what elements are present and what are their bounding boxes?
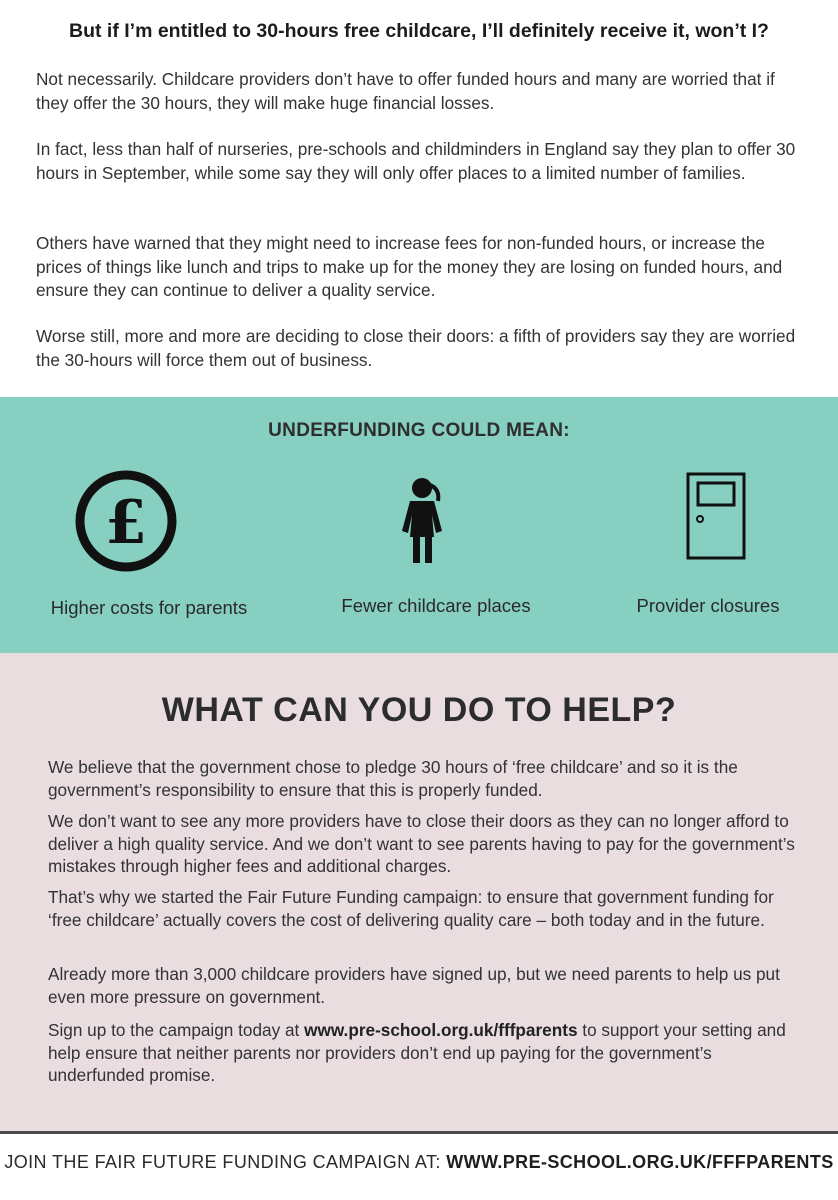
door-icon: [684, 471, 750, 563]
closures-label: Provider closures: [636, 595, 780, 616]
fewer-places-label: Fewer childcare places: [341, 595, 531, 616]
underfunding-band: [0, 397, 838, 653]
svg-text:£: £: [105, 488, 147, 558]
question-heading: But if I’m entitled to 30-hours free childcare, I’ll definitely receive it, won’t I?: [69, 20, 769, 42]
footer-divider: [0, 1131, 838, 1134]
signup-text-after: to support your setting and help ensure that neither parents nor providers don’t end up paying for the government’s underfunded promise.: [48, 1020, 786, 1085]
pound-coin-icon: [72, 469, 182, 573]
question-section: [0, 0, 838, 397]
help-paragraph-1: We believe that the government chose to pledge 30 hours of ‘free childcare’ and so it is the government’s responsibility to ensure that this is properly funded.: [48, 757, 738, 800]
signup-link[interactable]: www.pre-school.org.uk/fffparents: [304, 1020, 578, 1040]
signup-text-before: Sign up to the campaign today at: [48, 1020, 305, 1040]
signup-paragraph: [48, 1019, 808, 1087]
question-paragraph-4: Worse still, more and more are deciding to close their doors: a fifth of providers say they are worried the 30-hours will force them out of business.: [36, 326, 796, 370]
question-paragraph-2: In fact, less than half of nurseries, pre-schools and childminders in England say they plan to offer 30 hours in September, while some say they will only offer places to a limited number of families.: [36, 139, 796, 183]
help-paragraph-4: Already more than 3,000 childcare providers have signed up, but we need parents to help us put even more pressure on government.: [48, 964, 780, 1007]
higher-costs-label: Higher costs for parents: [50, 597, 248, 618]
question-paragraph-1: Not necessarily. Childcare providers don’t have to offer funded hours and many are worried that if they offer the 30 hours, they will make huge financial losses.: [36, 69, 775, 113]
help-paragraph-2: We don’t want to see any more providers have to close their doors as they can no longer afford to deliver a high quality service. And we don’t want to see parents having to pay for the government’s mistakes through higher fees and additional charges.: [48, 811, 795, 876]
footer-link[interactable]: WWW.PRE-SCHOOL.ORG.UK/FFFPARENTS: [446, 1152, 834, 1172]
footer-text: JOIN THE FAIR FUTURE FUNDING CAMPAIGN AT:: [4, 1152, 447, 1172]
underfunding-title: UNDERFUNDING COULD MEAN:: [268, 420, 570, 441]
question-paragraph-3: Others have warned that they might need to increase fees for non-funded hours, or increase the prices of things like lunch and trips to make up for the money they are losing on funded hours, and ensure they can continue to deliver a quality service.: [36, 233, 783, 300]
help-section: [0, 653, 838, 1131]
help-title: WHAT CAN YOU DO TO HELP?: [161, 691, 677, 729]
help-paragraph-3: That’s why we started the Fair Future Funding campaign: to ensure that government funding for ‘free childcare’ actually covers the cost of delivering quality care – both today and in the future.: [48, 887, 774, 930]
child-icon: [398, 475, 450, 565]
footer: [0, 1152, 838, 1173]
